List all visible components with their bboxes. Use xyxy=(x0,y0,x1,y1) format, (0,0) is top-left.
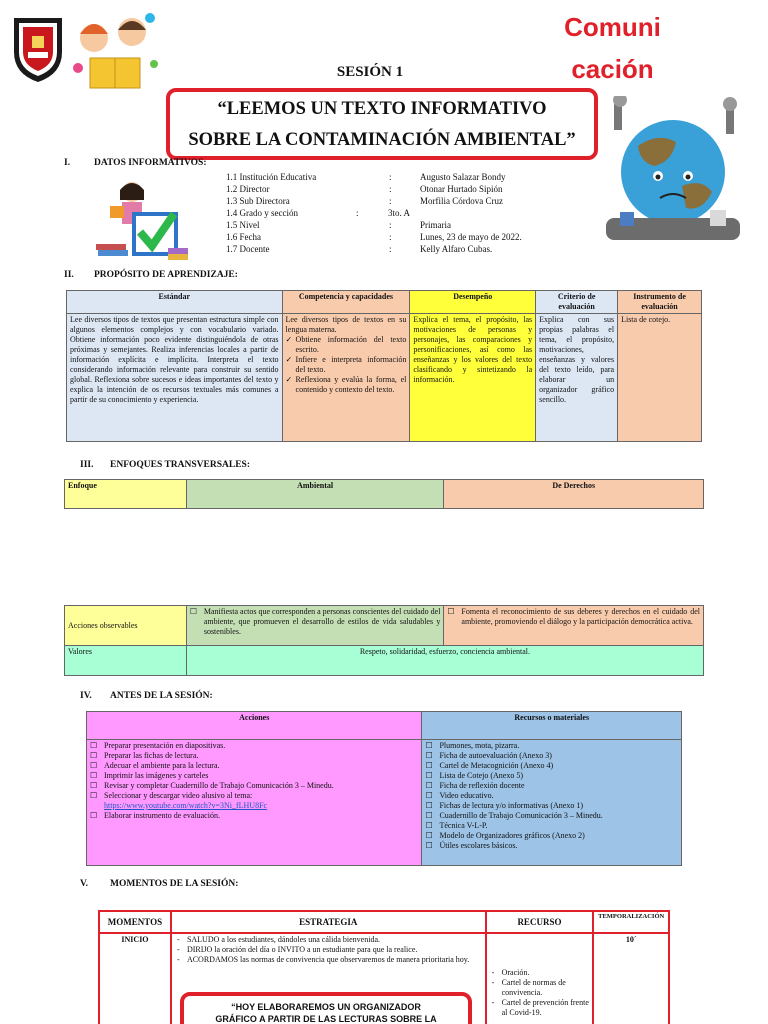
recurso-momento-item: - Cartel de normas de convivencia. xyxy=(490,978,590,998)
school-shield-logo xyxy=(10,12,66,84)
section-2-heading xyxy=(64,270,238,280)
recurso-item: ☐ Cartel de Metacognición (Anexo 4) xyxy=(425,761,678,771)
session-title-line-2: SOBRE LA CONTAMINACIÓN AMBIENTAL” xyxy=(188,130,576,150)
datos-row xyxy=(226,196,546,208)
estrategia-item: - SALUDO a los estudiantes, dándoles una cálida bienvenida. xyxy=(175,935,482,945)
recurso-momento-item: - Oración. xyxy=(490,968,590,978)
section-5-title: MOMENTOS DE LA SESIÓN: xyxy=(110,879,239,889)
recurso-item: ☐ Cuadernillo de Trabajo Comunicación 3 – Minedu. xyxy=(425,811,678,821)
desempeno-cell: Explica el tema, el propósito, las motivaciones de personas y personajes, las comparaciones y personificaciones, así como las enseñanzas y los valores del texto clasificando y sintetizando la información. xyxy=(410,314,536,442)
enfoque-ambiental: Ambiental xyxy=(186,480,444,509)
datos-colon: : xyxy=(356,208,359,218)
acciones-ambiental-text: ☐ Manifiesta actos que corresponden a personas conscientes del cuidado del ambiente, que promueven el desarrollo de estilos de vida saludables y sostenibles. xyxy=(190,607,441,637)
recurso-list xyxy=(490,968,590,1018)
accion-item xyxy=(90,791,418,811)
instrumento-cell: Lista de cotejo. xyxy=(618,314,702,442)
datos-value: Lunes, 23 de mayo de 2022. xyxy=(420,232,522,242)
section-4-number: IV. xyxy=(80,691,92,701)
momento-inicio: INICIO xyxy=(99,933,171,1024)
header-temporalizacion: TEMPORALIZACIÓN xyxy=(593,911,669,933)
acciones-cell xyxy=(87,740,422,866)
datos-colon: : xyxy=(389,244,392,254)
datos-key: 1.4 Grado y sección xyxy=(226,208,298,218)
recurso-item: ☐ Ficha de reflexión docente xyxy=(425,781,678,791)
capacidades-list xyxy=(286,335,407,395)
datos-value: Otonar Hurtado Sipión xyxy=(420,184,503,194)
recurso-item: ☐ Modelo de Organizadores gráficos (Anexo 2) xyxy=(425,831,678,841)
recurso-item: ☐ Fichas de lectura y/o informativas (Anexo 1) xyxy=(425,801,678,811)
estrategia-item: - DIRIJO la oración del día o INVITO a un estudiante para que la realice. xyxy=(175,945,482,955)
estrategia-item: - ACORDAMOS las normas de convivencia que observaremos de manera prioritaria hoy. xyxy=(175,955,482,965)
datos-key: 1.1 Institución Educativa xyxy=(226,172,317,182)
polluted-earth-illustration xyxy=(598,96,748,246)
datos-value: Primaria xyxy=(420,220,451,230)
datos-key: 1.7 Docente xyxy=(226,244,270,254)
section-2-title: PROPÓSITO DE APRENDIZAJE: xyxy=(94,270,238,280)
section-4-title: ANTES DE LA SESIÓN: xyxy=(110,691,213,701)
datos-key: 1.2 Director xyxy=(226,184,270,194)
valores-cell: Respeto, solidaridad, esfuerzo, conciencia ambiental. xyxy=(186,646,703,676)
datos-key: 1.3 Sub Directora xyxy=(226,196,290,206)
subject-line-2: cación xyxy=(571,54,654,84)
datos-value: Morfilia Córdova Cruz xyxy=(420,196,503,206)
subject-line-1: Comuni xyxy=(564,12,661,42)
datos-key: 1.5 Nivel xyxy=(226,220,260,230)
acciones-derechos-text: ☐ Fomenta el reconocimiento de sus deberes y derechos en el cuidado del ambiente, promoviendo el diálogo y la participación democrática activa. xyxy=(447,607,700,627)
session-goal-callout xyxy=(180,992,472,1024)
datos-value: Augusto Salazar Bondy xyxy=(420,172,506,182)
section-1-heading xyxy=(64,158,207,168)
video-link[interactable]: https://www.youtube.com/watch?v=3Ni_fLHU8Fc xyxy=(104,801,268,810)
header-momentos: MOMENTOS xyxy=(99,911,171,933)
session-title-line-1: “LEEMOS UN TEXTO INFORMATIVO xyxy=(217,99,547,119)
header-estrategia: ESTRATEGIA xyxy=(171,911,486,933)
enfoque-derechos: De Derechos xyxy=(444,480,704,509)
header-competencia: Competencia y capacidades xyxy=(282,291,410,314)
datos-colon: : xyxy=(389,184,392,194)
datos-row xyxy=(226,184,546,196)
datos-row xyxy=(226,208,546,220)
recurso-item: ☐ Útiles escolares básicos. xyxy=(425,841,678,851)
enfoques-detail-table xyxy=(64,605,704,676)
section-3-title: ENFOQUES TRANSVERSALES: xyxy=(110,460,250,470)
children-reading-illustration xyxy=(70,8,160,94)
datos-colon: : xyxy=(389,172,392,182)
section-4-heading xyxy=(80,691,213,701)
datos-colon: : xyxy=(389,196,392,206)
datos-value: Kelly Alfaro Cubas. xyxy=(420,244,493,254)
header-estandar: Estándar xyxy=(67,291,283,314)
enfoque-label: Enfoque xyxy=(65,480,187,509)
recurso-item: ☐ Plumones, mota, pizarra. xyxy=(425,741,678,751)
acciones-derechos-cell xyxy=(444,606,704,646)
valores-label: Valores xyxy=(65,646,187,676)
session-number: SESIÓN 1 xyxy=(336,64,404,80)
datos-row xyxy=(226,232,546,244)
section-1-number: I. xyxy=(64,158,71,168)
header-acciones: Acciones xyxy=(87,712,422,740)
criterio-cell: Explica con sus propias palabras el tema, el propósito, motivaciones, enseñanzas y valores del texto leído, para elaborar un organizador gráfico sencillo. xyxy=(536,314,618,442)
antes-table xyxy=(86,711,682,866)
header-criterio: Criterio de evaluación xyxy=(536,291,618,314)
capacidad-item: ✓ Obtiene información del texto escrito. xyxy=(286,335,407,355)
datos-colon: : xyxy=(389,220,392,230)
section-5-number: V. xyxy=(80,879,89,889)
header-recursos: Recursos o materiales xyxy=(422,712,682,740)
tiempo-cell: 10´ xyxy=(593,933,669,1024)
datos-row xyxy=(226,220,546,232)
recursos-list xyxy=(425,741,678,851)
enfoques-header-table xyxy=(64,479,704,509)
accion-item: ☐ Preparar las fichas de lectura. xyxy=(90,751,418,761)
recurso-cell xyxy=(486,933,594,1024)
session-title xyxy=(166,88,598,160)
recursos-cell xyxy=(422,740,682,866)
teacher-checklist-illustration xyxy=(92,178,190,264)
header-instrumento: Instrumento de evaluación xyxy=(618,291,702,314)
recurso-item: ☐ Video educativo. xyxy=(425,791,678,801)
recurso-item: ☐ Técnica V-L-P. xyxy=(425,821,678,831)
recurso-item: ☐ Ficha de autoevaluación (Anexo 3) xyxy=(425,751,678,761)
header-recurso: RECURSO xyxy=(486,911,594,933)
section-3-number: III. xyxy=(80,460,94,470)
accion-item: ☐ Imprimir las imágenes y carteles xyxy=(90,771,418,781)
estrategia-list xyxy=(175,935,482,965)
section-5-heading xyxy=(80,879,238,889)
acciones-observables-label: Acciones observables xyxy=(65,606,187,646)
accion-item: ☐ Adecuar el ambiente para la lectura. xyxy=(90,761,418,771)
recurso-momento-item: - Cartel de prevención frente al Covid-19. xyxy=(490,998,590,1018)
datos-key: 1.6 Fecha xyxy=(226,232,261,242)
datos-value: 3to. A xyxy=(388,208,411,218)
section-1-title: DATOS INFORMATIVOS: xyxy=(94,158,207,168)
accion-item: ☐ Revisar y completar Cuadernillo de Trabajo Comunicación 3 – Minedu. xyxy=(90,781,418,791)
header-desempeno: Desempeño xyxy=(410,291,536,314)
recurso-item: ☐ Lista de Cotejo (Anexo 5) xyxy=(425,771,678,781)
datos-colon: : xyxy=(389,232,392,242)
subject-heading xyxy=(555,6,670,90)
datos-row xyxy=(226,244,546,256)
accion-item: ☐ Elaborar instrumento de evaluación. xyxy=(90,811,418,821)
accion-item: ☐ Preparar presentación en diapositivas. xyxy=(90,741,418,751)
proposito-table xyxy=(66,290,702,442)
section-2-number: II. xyxy=(64,270,74,280)
capacidad-item: ✓ Infiere e interpreta información del texto. xyxy=(286,355,407,375)
acciones-ambiental-cell xyxy=(186,606,444,646)
section-3-heading xyxy=(80,460,250,470)
estandar-cell: Lee diversos tipos de textos que presentan estructura simple con algunos elementos complejos y con vocabulario variado. Obtiene información poco evidente distinguiéndola de otras próximas y semejantes. Realiza inferencias locales a partir de información explícita e implícita. Interpreta el texto considerando información relevante para construir su sentido global. Reflexiona sobre sucesos e ideas importantes del texto y explica la intención de os recursos textuales más comunes a partir de su conocimiento y experiencia. xyxy=(67,314,283,442)
capacidad-item: ✓ Reflexiona y evalúa la forma, el contenido y contexto del texto. xyxy=(286,375,407,395)
datos-row xyxy=(226,172,546,184)
competencia-cell xyxy=(282,314,410,442)
acciones-list xyxy=(90,741,418,821)
competencia-text: Lee diversos tipos de textos en su lengua materna. xyxy=(285,315,407,334)
callout-line-2: GRÁFICO A PARTIR DE LAS LECTURAS SOBRE LA xyxy=(215,1014,437,1024)
accion-video-text: Seleccionar y descargar video alusivo al tema: xyxy=(104,791,253,800)
callout-line-1: “HOY ELABORAREMOS UN ORGANIZADOR xyxy=(231,1002,421,1012)
